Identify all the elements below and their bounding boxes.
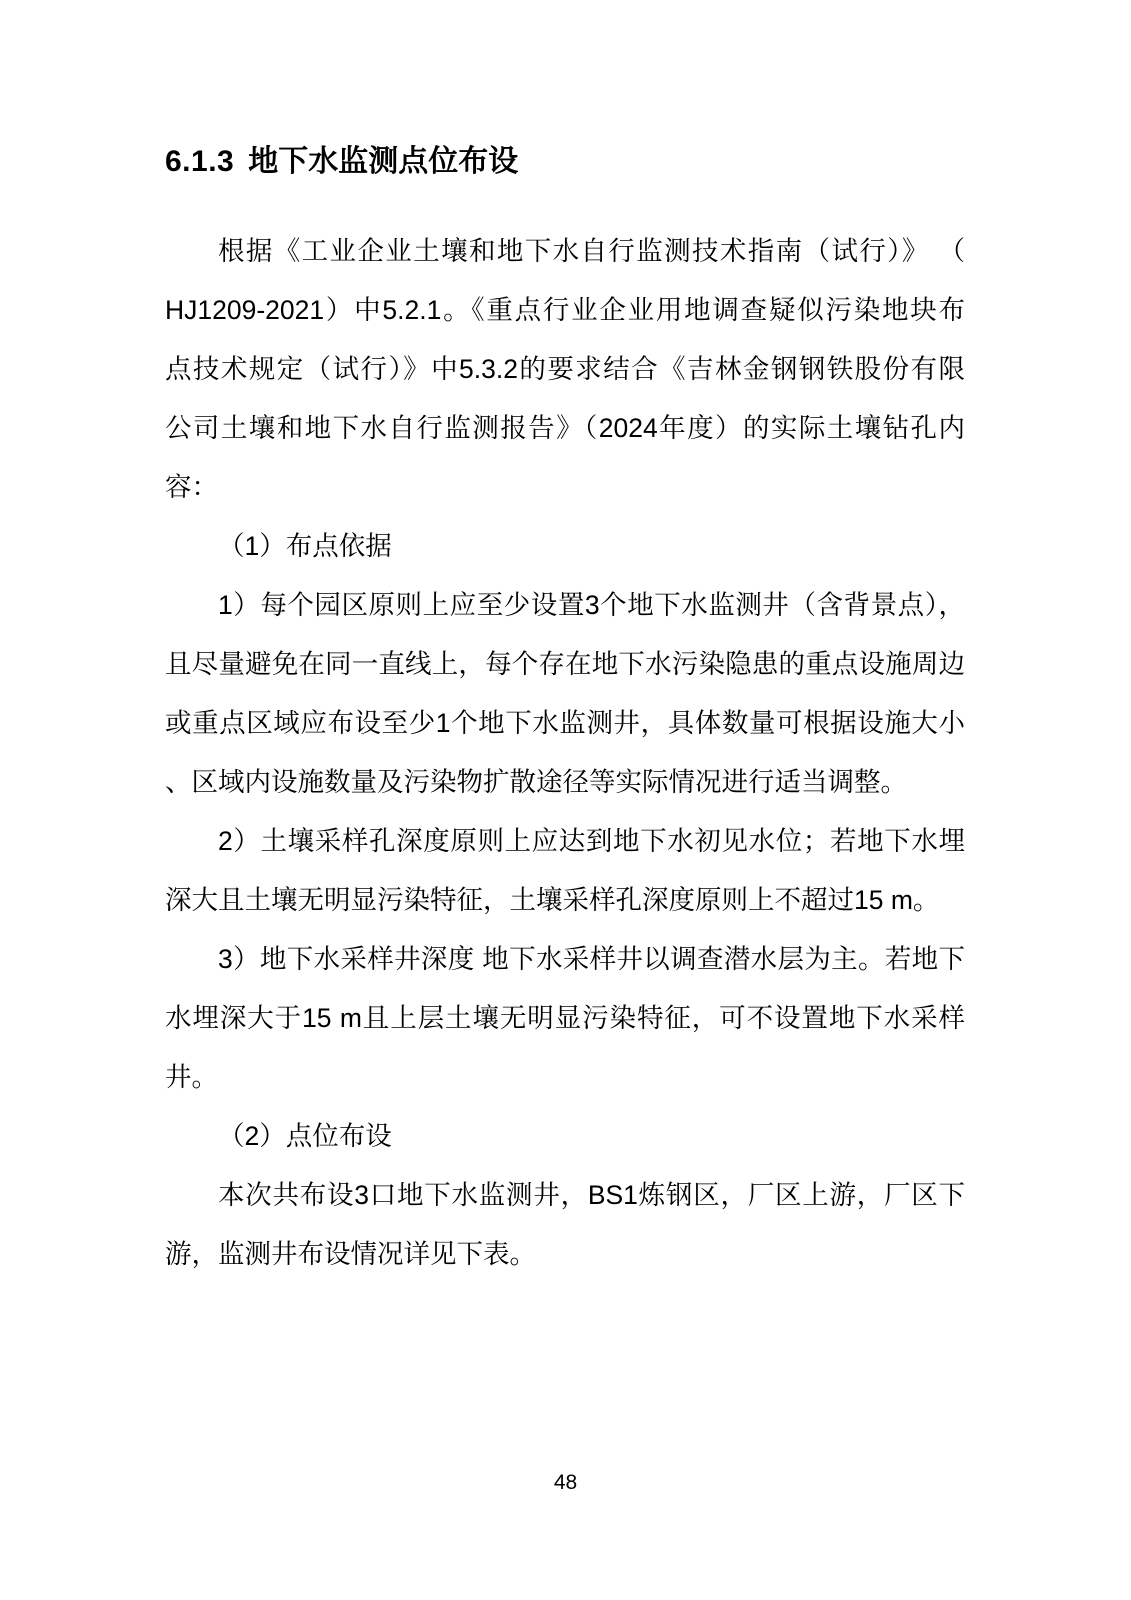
text-line: 或重点区域应布设至少1个地下水监测井，具体数量可根据设施大小 (165, 708, 965, 738)
paragraph-subheading-2 (165, 1107, 965, 1166)
paragraph-basis-intro (165, 222, 965, 517)
text-line: 水埋深大于15 m且上层土壤无明显污染特征，可不设置地下水采样 (165, 1003, 965, 1033)
text-line: 点技术规定（试行）》中5.3.2的要求结合《吉林金钢钢铁股份有限 (165, 354, 965, 384)
body-text (165, 222, 965, 1284)
paragraph-rule-3 (165, 930, 965, 1107)
section-number: 6.1.3 (165, 145, 235, 178)
text-line: （1）布点依据 (218, 531, 392, 561)
text-line: 2）土壤采样孔深度原则上应达到地下水初见水位；若地下水埋 (218, 826, 965, 856)
text-line: 且尽量避免在同一直线上，每个存在地下水污染隐患的重点设施周边 (165, 649, 965, 679)
text-line: 、区域内设施数量及污染物扩散途径等实际情况进行适当调整。 (165, 767, 907, 797)
paragraph-subheading-1 (165, 517, 965, 576)
text-line: 根据《工业企业土壤和地下水自行监测技术指南（试行）》 （ (218, 236, 965, 266)
text-line: 容： (165, 472, 218, 502)
text-line: 深大且土壤无明显污染特征，土壤采样孔深度原则上不超过15 m。 (165, 885, 940, 915)
paragraph-rule-1 (165, 576, 965, 812)
text-line: 1）每个园区原则上应至少设置3个地下水监测井（含背景点）， (218, 590, 965, 620)
text-line: 井。 (165, 1062, 218, 1092)
page-number: 48 (553, 1471, 578, 1494)
section-heading (165, 140, 965, 184)
text-line: 本次共布设3口地下水监测井，BS1炼钢区，厂区上游，厂区下 (218, 1180, 965, 1210)
text-line: 公司土壤和地下水自行监测报告》（2024年度）的实际土壤钻孔内 (165, 413, 965, 443)
paragraph-rule-2 (165, 812, 965, 930)
paragraph-placement-summary (165, 1166, 965, 1284)
text-line: HJ1209-2021）中5.2.1。《重点行业企业用地调查疑似污染地块布 (165, 295, 965, 325)
section-title: 地下水监测点位布设 (248, 145, 519, 178)
text-line: 3）地下水采样井深度 地下水采样井以调查潜水层为主。若地下 (218, 944, 965, 974)
text-line: 游，监测井布设情况详见下表。 (165, 1239, 536, 1269)
text-line: （2）点位布设 (218, 1121, 392, 1151)
